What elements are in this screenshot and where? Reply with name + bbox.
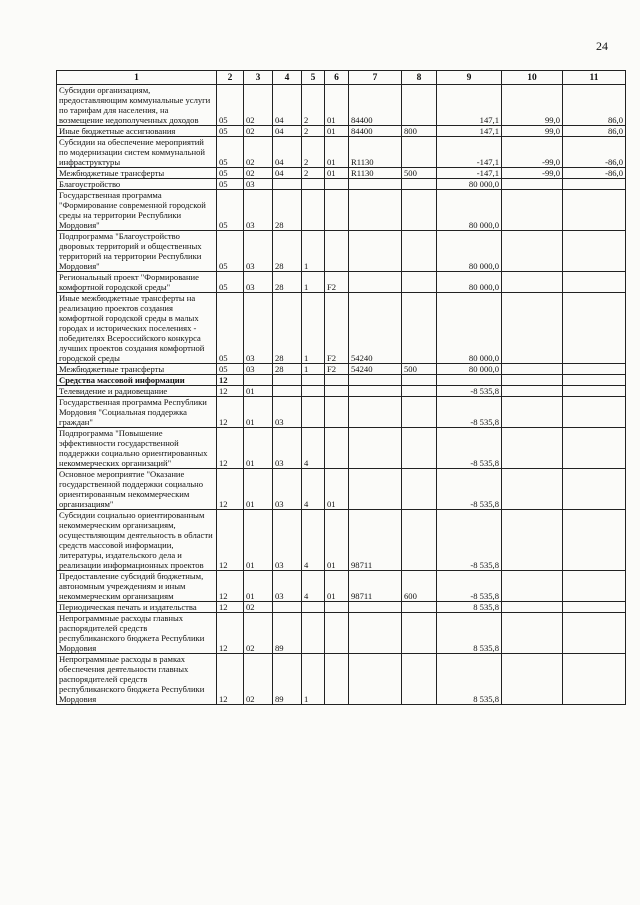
amount-year-1: -147,1 bbox=[437, 168, 502, 179]
amount-year-1: -8 535,8 bbox=[437, 386, 502, 397]
program-code bbox=[273, 386, 302, 397]
amount-year-3 bbox=[563, 510, 626, 571]
expense-type-code bbox=[402, 85, 437, 126]
table-row bbox=[57, 364, 626, 375]
event-code: F2 bbox=[325, 364, 349, 375]
amount-year-1: -8 535,8 bbox=[437, 571, 502, 602]
section-code: 05 bbox=[217, 137, 244, 168]
row-name: Субсидии организациям, предоставляющим коммунальные услуги по тарифам для населения, на возмещение недополученных доходов bbox=[57, 85, 217, 126]
event-code bbox=[325, 602, 349, 613]
event-code: 01 bbox=[325, 168, 349, 179]
amount-year-3 bbox=[563, 654, 626, 705]
amount-year-2 bbox=[502, 613, 563, 654]
program-code: 03 bbox=[273, 469, 302, 510]
amount-year-3 bbox=[563, 428, 626, 469]
expense-code bbox=[349, 613, 402, 654]
row-name: Иные бюджетные ассигнования bbox=[57, 126, 217, 137]
expense-type-code bbox=[402, 613, 437, 654]
subsection-code: 03 bbox=[244, 364, 273, 375]
amount-year-3 bbox=[563, 272, 626, 293]
amount-year-3 bbox=[563, 293, 626, 364]
amount-year-2: -99,0 bbox=[502, 137, 563, 168]
table-row bbox=[57, 510, 626, 571]
section-code: 12 bbox=[217, 375, 244, 386]
amount-year-2 bbox=[502, 397, 563, 428]
subprogram-code bbox=[302, 613, 325, 654]
amount-year-2 bbox=[502, 272, 563, 293]
subprogram-code: 1 bbox=[302, 293, 325, 364]
row-name: Основное мероприятие "Оказание государственной поддержки социально ориентированным некоммерческим организациям" bbox=[57, 469, 217, 510]
expense-type-code bbox=[402, 272, 437, 293]
program-code bbox=[273, 179, 302, 190]
subprogram-code: 4 bbox=[302, 510, 325, 571]
amount-year-1: 80 000,0 bbox=[437, 293, 502, 364]
amount-year-2 bbox=[502, 375, 563, 386]
event-code bbox=[325, 613, 349, 654]
expense-code bbox=[349, 190, 402, 231]
amount-year-3 bbox=[563, 571, 626, 602]
amount-year-1: 80 000,0 bbox=[437, 272, 502, 293]
table-row bbox=[57, 137, 626, 168]
expense-code: R1130 bbox=[349, 137, 402, 168]
expense-type-code bbox=[402, 190, 437, 231]
table-row bbox=[57, 654, 626, 705]
row-name: Подпрограмма "Благоустройство дворовых территорий и общественных территорий на территории Республики Мордовия" bbox=[57, 231, 217, 272]
expense-type-code bbox=[402, 397, 437, 428]
amount-year-3: 86,0 bbox=[563, 85, 626, 126]
row-name: Периодическая печать и издательства bbox=[57, 602, 217, 613]
amount-year-1: 147,1 bbox=[437, 126, 502, 137]
amount-year-2 bbox=[502, 386, 563, 397]
expense-type-code bbox=[402, 293, 437, 364]
amount-year-3: -86,0 bbox=[563, 168, 626, 179]
subprogram-code bbox=[302, 397, 325, 428]
column-header: 5 bbox=[302, 71, 325, 85]
subsection-code bbox=[244, 375, 273, 386]
amount-year-1 bbox=[437, 375, 502, 386]
column-header: 8 bbox=[402, 71, 437, 85]
amount-year-2 bbox=[502, 231, 563, 272]
column-header: 9 bbox=[437, 71, 502, 85]
event-code bbox=[325, 231, 349, 272]
row-name: Государственная программа "Формирование современной городской среды на территории Республики Мордовия" bbox=[57, 190, 217, 231]
program-code bbox=[273, 602, 302, 613]
expense-code bbox=[349, 375, 402, 386]
amount-year-2 bbox=[502, 571, 563, 602]
amount-year-2 bbox=[502, 179, 563, 190]
table-row bbox=[57, 231, 626, 272]
row-name: Благоустройство bbox=[57, 179, 217, 190]
column-header: 11 bbox=[563, 71, 626, 85]
row-name: Средства массовой информации bbox=[57, 375, 217, 386]
event-code: F2 bbox=[325, 293, 349, 364]
amount-year-2 bbox=[502, 428, 563, 469]
expense-code: 98711 bbox=[349, 510, 402, 571]
program-code: 04 bbox=[273, 168, 302, 179]
program-code: 89 bbox=[273, 613, 302, 654]
section-code: 12 bbox=[217, 613, 244, 654]
program-code: 28 bbox=[273, 190, 302, 231]
amount-year-3: 86,0 bbox=[563, 126, 626, 137]
table-row bbox=[57, 179, 626, 190]
subprogram-code: 2 bbox=[302, 168, 325, 179]
amount-year-3 bbox=[563, 469, 626, 510]
section-code: 05 bbox=[217, 190, 244, 231]
event-code bbox=[325, 375, 349, 386]
subprogram-code bbox=[302, 375, 325, 386]
amount-year-3 bbox=[563, 364, 626, 375]
subsection-code: 03 bbox=[244, 293, 273, 364]
expense-code: 54240 bbox=[349, 364, 402, 375]
table-row bbox=[57, 397, 626, 428]
subsection-code: 02 bbox=[244, 85, 273, 126]
amount-year-2 bbox=[502, 510, 563, 571]
amount-year-2 bbox=[502, 602, 563, 613]
subprogram-code bbox=[302, 386, 325, 397]
subprogram-code bbox=[302, 602, 325, 613]
amount-year-2: 99,0 bbox=[502, 85, 563, 126]
subprogram-code: 2 bbox=[302, 137, 325, 168]
section-code: 12 bbox=[217, 428, 244, 469]
amount-year-2 bbox=[502, 469, 563, 510]
amount-year-3 bbox=[563, 397, 626, 428]
row-name: Межбюджетные трансферты bbox=[57, 364, 217, 375]
expense-code bbox=[349, 386, 402, 397]
program-code: 03 bbox=[273, 510, 302, 571]
subsection-code: 01 bbox=[244, 469, 273, 510]
column-header: 2 bbox=[217, 71, 244, 85]
expense-type-code bbox=[402, 428, 437, 469]
section-code: 12 bbox=[217, 397, 244, 428]
amount-year-2 bbox=[502, 364, 563, 375]
expense-code: R1130 bbox=[349, 168, 402, 179]
expense-type-code bbox=[402, 375, 437, 386]
amount-year-1: 8 535,8 bbox=[437, 602, 502, 613]
column-header: 6 bbox=[325, 71, 349, 85]
column-header: 1 bbox=[57, 71, 217, 85]
subsection-code: 03 bbox=[244, 190, 273, 231]
program-code: 28 bbox=[273, 272, 302, 293]
expense-code bbox=[349, 428, 402, 469]
table-row bbox=[57, 272, 626, 293]
column-header: 3 bbox=[244, 71, 273, 85]
expense-type-code: 500 bbox=[402, 168, 437, 179]
event-code: 01 bbox=[325, 85, 349, 126]
amount-year-2 bbox=[502, 190, 563, 231]
event-code bbox=[325, 386, 349, 397]
section-code: 05 bbox=[217, 168, 244, 179]
expense-type-code bbox=[402, 231, 437, 272]
program-code: 03 bbox=[273, 428, 302, 469]
event-code: 01 bbox=[325, 137, 349, 168]
section-code: 12 bbox=[217, 654, 244, 705]
amount-year-1: 80 000,0 bbox=[437, 179, 502, 190]
table-row bbox=[57, 168, 626, 179]
subsection-code: 03 bbox=[244, 272, 273, 293]
column-header: 7 bbox=[349, 71, 402, 85]
expense-code bbox=[349, 272, 402, 293]
expense-type-code: 800 bbox=[402, 126, 437, 137]
subprogram-code: 1 bbox=[302, 231, 325, 272]
amount-year-1: 80 000,0 bbox=[437, 364, 502, 375]
amount-year-3 bbox=[563, 190, 626, 231]
event-code bbox=[325, 190, 349, 231]
row-name: Непрограммные расходы в рамках обеспечения деятельности главных распорядителей средств республиканского бюджета Республики Мордовия bbox=[57, 654, 217, 705]
header-row bbox=[57, 71, 626, 85]
table-row bbox=[57, 126, 626, 137]
expense-code bbox=[349, 654, 402, 705]
section-code: 05 bbox=[217, 85, 244, 126]
expense-type-code bbox=[402, 469, 437, 510]
subsection-code: 03 bbox=[244, 231, 273, 272]
amount-year-1: -8 535,8 bbox=[437, 397, 502, 428]
row-name: Предоставление субсидий бюджетным, автономным учреждениям и иным некоммерческим организациям bbox=[57, 571, 217, 602]
event-code bbox=[325, 397, 349, 428]
row-name: Подпрограмма "Повышение эффективности государственной поддержки социально ориентированных некоммерческих организаций" bbox=[57, 428, 217, 469]
subsection-code: 01 bbox=[244, 386, 273, 397]
subprogram-code: 2 bbox=[302, 85, 325, 126]
row-name: Государственная программа Республики Мордовия "Социальная поддержка граждан" bbox=[57, 397, 217, 428]
amount-year-3 bbox=[563, 231, 626, 272]
subprogram-code: 4 bbox=[302, 571, 325, 602]
subsection-code: 02 bbox=[244, 137, 273, 168]
expense-code bbox=[349, 602, 402, 613]
expense-type-code bbox=[402, 179, 437, 190]
row-name: Телевидение и радиовещание bbox=[57, 386, 217, 397]
amount-year-2: -99,0 bbox=[502, 168, 563, 179]
subprogram-code: 2 bbox=[302, 126, 325, 137]
amount-year-1: 8 535,8 bbox=[437, 613, 502, 654]
program-code: 28 bbox=[273, 293, 302, 364]
amount-year-2 bbox=[502, 293, 563, 364]
section-code: 05 bbox=[217, 293, 244, 364]
amount-year-1: -147,1 bbox=[437, 137, 502, 168]
expense-type-code: 600 bbox=[402, 571, 437, 602]
table-row bbox=[57, 613, 626, 654]
row-name: Непрограммные расходы главных распорядителей средств республиканского бюджета Республики Мордовия bbox=[57, 613, 217, 654]
amount-year-1: 147,1 bbox=[437, 85, 502, 126]
subsection-code: 03 bbox=[244, 179, 273, 190]
event-code: 01 bbox=[325, 469, 349, 510]
subsection-code: 01 bbox=[244, 571, 273, 602]
expense-code: 84400 bbox=[349, 126, 402, 137]
table-row bbox=[57, 469, 626, 510]
amount-year-1: -8 535,8 bbox=[437, 428, 502, 469]
section-code: 05 bbox=[217, 231, 244, 272]
amount-year-1: 80 000,0 bbox=[437, 190, 502, 231]
subsection-code: 02 bbox=[244, 602, 273, 613]
program-code: 28 bbox=[273, 364, 302, 375]
event-code bbox=[325, 654, 349, 705]
amount-year-1: 8 535,8 bbox=[437, 654, 502, 705]
event-code: 01 bbox=[325, 571, 349, 602]
subprogram-code: 1 bbox=[302, 654, 325, 705]
amount-year-3 bbox=[563, 179, 626, 190]
subprogram-code bbox=[302, 190, 325, 231]
section-code: 05 bbox=[217, 126, 244, 137]
subprogram-code: 1 bbox=[302, 364, 325, 375]
subsection-code: 01 bbox=[244, 428, 273, 469]
row-name: Межбюджетные трансферты bbox=[57, 168, 217, 179]
section-code: 12 bbox=[217, 469, 244, 510]
amount-year-2 bbox=[502, 654, 563, 705]
subsection-code: 02 bbox=[244, 126, 273, 137]
expense-code bbox=[349, 231, 402, 272]
section-code: 05 bbox=[217, 179, 244, 190]
table-row bbox=[57, 293, 626, 364]
section-code: 05 bbox=[217, 272, 244, 293]
amount-year-1: 80 000,0 bbox=[437, 231, 502, 272]
expense-type-code: 500 bbox=[402, 364, 437, 375]
expense-type-code bbox=[402, 137, 437, 168]
amount-year-3 bbox=[563, 613, 626, 654]
section-code: 12 bbox=[217, 602, 244, 613]
subprogram-code: 4 bbox=[302, 469, 325, 510]
row-name: Региональный проект "Формирование комфортной городской среды" bbox=[57, 272, 217, 293]
amount-year-3 bbox=[563, 386, 626, 397]
program-code: 28 bbox=[273, 231, 302, 272]
amount-year-1: -8 535,8 bbox=[437, 469, 502, 510]
table-row bbox=[57, 386, 626, 397]
expense-code bbox=[349, 397, 402, 428]
event-code: F2 bbox=[325, 272, 349, 293]
subsection-code: 02 bbox=[244, 654, 273, 705]
expense-code: 54240 bbox=[349, 293, 402, 364]
expense-type-code bbox=[402, 602, 437, 613]
section-code: 12 bbox=[217, 571, 244, 602]
event-code bbox=[325, 179, 349, 190]
section-code: 05 bbox=[217, 364, 244, 375]
subprogram-code: 1 bbox=[302, 272, 325, 293]
page-number: 24 bbox=[596, 39, 608, 53]
subsection-code: 01 bbox=[244, 397, 273, 428]
program-code: 04 bbox=[273, 137, 302, 168]
expense-type-code bbox=[402, 386, 437, 397]
program-code bbox=[273, 375, 302, 386]
amount-year-2: 99,0 bbox=[502, 126, 563, 137]
amount-year-3 bbox=[563, 375, 626, 386]
program-code: 03 bbox=[273, 397, 302, 428]
table-row bbox=[57, 375, 626, 386]
amount-year-3: -86,0 bbox=[563, 137, 626, 168]
event-code bbox=[325, 428, 349, 469]
expense-type-code bbox=[402, 510, 437, 571]
expense-type-code bbox=[402, 654, 437, 705]
expense-code bbox=[349, 469, 402, 510]
row-name: Субсидии социально ориентированным некоммерческим организациям, осуществляющим деятельность в области средств массовой информации, литературы, издательского дела и реализации информационных проектов bbox=[57, 510, 217, 571]
program-code: 03 bbox=[273, 571, 302, 602]
section-code: 12 bbox=[217, 510, 244, 571]
amount-year-1: -8 535,8 bbox=[437, 510, 502, 571]
program-code: 04 bbox=[273, 85, 302, 126]
event-code: 01 bbox=[325, 126, 349, 137]
subprogram-code bbox=[302, 179, 325, 190]
event-code: 01 bbox=[325, 510, 349, 571]
table-row bbox=[57, 190, 626, 231]
subsection-code: 02 bbox=[244, 168, 273, 179]
section-code: 12 bbox=[217, 386, 244, 397]
expense-code: 84400 bbox=[349, 85, 402, 126]
table-row bbox=[57, 428, 626, 469]
table-row bbox=[57, 571, 626, 602]
table-row bbox=[57, 85, 626, 126]
table-row bbox=[57, 602, 626, 613]
column-header: 4 bbox=[273, 71, 302, 85]
budget-table bbox=[56, 70, 626, 705]
row-name: Субсидии на обеспечение мероприятий по модернизации систем коммунальной инфраструктуры bbox=[57, 137, 217, 168]
expense-code bbox=[349, 179, 402, 190]
subsection-code: 01 bbox=[244, 510, 273, 571]
row-name: Иные межбюджетные трансферты на реализацию проектов создания комфортной городской среды в малых городах и исторических поселениях - победителях Всероссийского конкурса лучших проектов создания комфортной городской среды bbox=[57, 293, 217, 364]
subsection-code: 02 bbox=[244, 613, 273, 654]
program-code: 04 bbox=[273, 126, 302, 137]
subprogram-code: 4 bbox=[302, 428, 325, 469]
column-header: 10 bbox=[502, 71, 563, 85]
amount-year-3 bbox=[563, 602, 626, 613]
program-code: 89 bbox=[273, 654, 302, 705]
expense-code: 98711 bbox=[349, 571, 402, 602]
